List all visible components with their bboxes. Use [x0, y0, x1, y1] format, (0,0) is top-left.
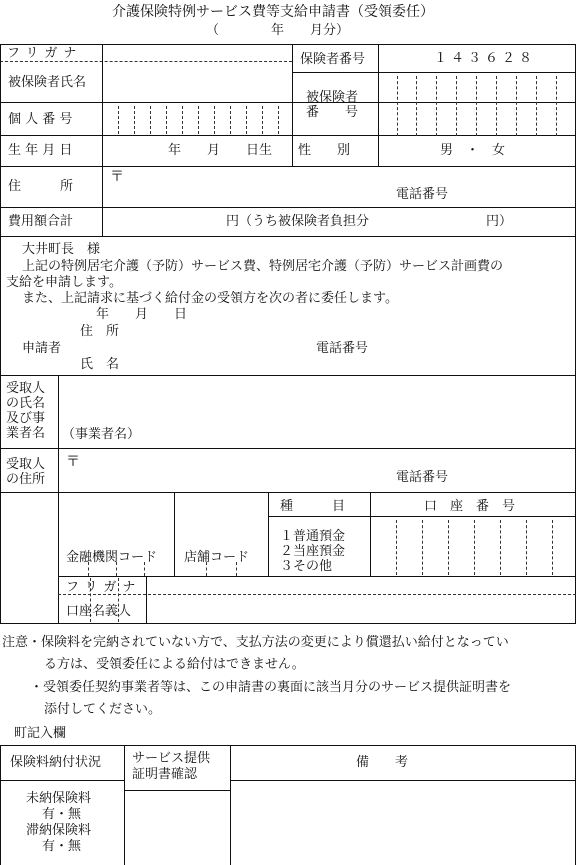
postal-mark: 〒	[110, 169, 124, 185]
account-no-label: 口 座 番 号	[424, 499, 516, 514]
request-date[interactable]: 年 月 日	[96, 307, 188, 322]
request-line-3: また、上記請求に基づく給付金の受領方を次の者に委任します。	[22, 291, 398, 306]
business-name-label: （事業者名）	[62, 427, 141, 442]
insured-name-label: 被保険者氏名	[8, 75, 87, 90]
payment-status-label: 保険料納付状況	[10, 755, 102, 770]
branch-code-label: 店舗コード	[184, 550, 250, 565]
recipient-name-field[interactable]	[60, 378, 574, 446]
applicant-name-label: 氏 名	[80, 357, 120, 372]
dob-value[interactable]: 年 月 日生	[168, 143, 273, 158]
holder-field[interactable]	[148, 578, 574, 622]
note-1a: 注意・保険料を完納されていない方で、支払方法の変更により償還払い給付となってい	[2, 635, 509, 650]
insured-no-label-2: 番 号	[306, 105, 359, 120]
applicant-phone-label: 電話番号	[316, 341, 369, 356]
account-type-1[interactable]: １普通預金	[280, 529, 346, 544]
request-section	[0, 236, 576, 376]
recipient-name-label-3: 及び事	[6, 411, 46, 426]
account-type-label: 種 目	[280, 499, 346, 514]
overdue-label: 滞納保険料	[26, 823, 92, 838]
insured-no-label-1: 被保険者	[306, 90, 359, 105]
request-line-1: 上記の特例居宅介護（予防）サービス費、特例居宅介護（予防）サービス計画費の	[22, 259, 504, 274]
note-1b: る方は、受領委任による給付はできません。	[44, 657, 305, 672]
form-title: 介護保険特例サービス費等支給申請書（受領委任）	[112, 4, 434, 20]
recipient-name-label-2: の氏名	[6, 396, 46, 411]
insured-name-field[interactable]	[104, 63, 290, 101]
bank-code-label: 金融機関コード	[66, 550, 158, 565]
town-section-label: 町記入欄	[14, 726, 67, 741]
address-label: 住 所	[8, 179, 74, 194]
recipient-phone-label: 電話番号	[396, 470, 449, 485]
unpaid-label: 未納保険料	[26, 791, 92, 806]
note-2b: 添付してください。	[44, 702, 162, 717]
furigana-field[interactable]	[104, 46, 290, 60]
personal-no-field[interactable]	[104, 104, 290, 134]
service-cert-label-1: サービス提供	[132, 751, 211, 766]
period-label: （ 年 月分）	[206, 23, 350, 38]
insurer-no-label: 保険者番号	[300, 52, 366, 67]
remarks-field[interactable]	[232, 782, 574, 862]
overdue-option[interactable]: 有・無	[42, 839, 82, 854]
furigana-label: フリガナ	[7, 46, 83, 61]
cost-total-value[interactable]: 円（うち被保険者負担分 円）	[226, 214, 513, 229]
service-cert-label-2: 証明書確認	[132, 767, 198, 782]
insured-no-field[interactable]	[380, 74, 574, 134]
address-field[interactable]	[104, 168, 574, 206]
service-cert-field[interactable]	[126, 792, 228, 862]
remarks-label: 備 考	[356, 755, 409, 770]
sex-value[interactable]: 男 ・ 女	[440, 143, 506, 158]
cost-total-label: 費用額合計	[8, 214, 74, 229]
insurer-no-value: １４３６２８	[434, 51, 537, 66]
account-no-field[interactable]	[372, 518, 574, 574]
recipient-address-field[interactable]	[60, 450, 574, 490]
personal-no-label: 個 人 番 号	[8, 112, 73, 127]
holder-furigana-label: フリガナ	[66, 580, 142, 595]
sex-label: 性 別	[298, 143, 351, 158]
recipient-address-label-1: 受取人	[6, 457, 46, 472]
account-type-2[interactable]: ２当座預金	[280, 544, 346, 559]
applicant-label: 申請者	[22, 341, 62, 356]
recipient-postal-mark: 〒	[66, 454, 80, 470]
request-line-2: 支給を申請します。	[6, 275, 122, 290]
unpaid-option[interactable]: 有・無	[42, 807, 82, 822]
note-2a: ・受領委任契約事業者等は、この申請書の裏面に該当月分のサービス提供証明書を	[30, 680, 512, 695]
phone-label: 電話番号	[396, 187, 449, 202]
recipient-name-label-1: 受取人	[6, 381, 46, 396]
addressee: 大井町長 様	[22, 242, 101, 257]
recipient-name-label-4: 業者名	[6, 426, 46, 441]
account-type-3[interactable]: ３その他	[280, 559, 333, 574]
applicant-address-label: 住 所	[80, 324, 120, 339]
dob-label: 生 年 月 日	[8, 143, 73, 158]
recipient-address-label-2: の住所	[6, 472, 46, 487]
holder-label: 口座名義人	[66, 604, 132, 619]
